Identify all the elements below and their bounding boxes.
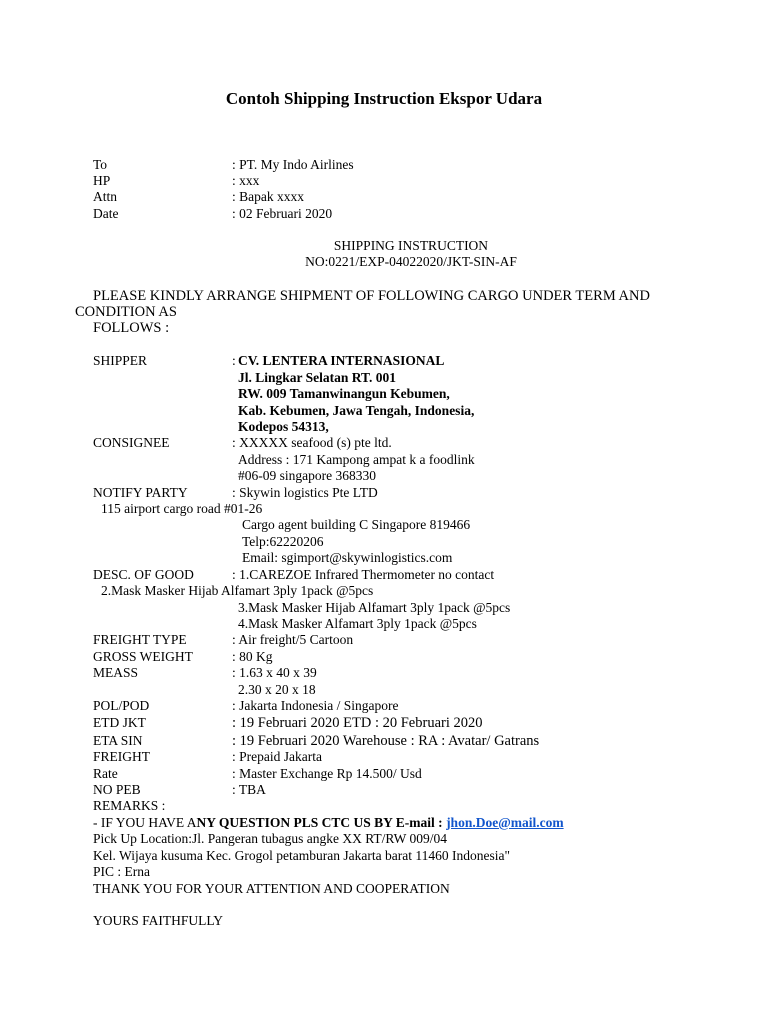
etd-label: ETD JKT bbox=[93, 715, 146, 730]
notify-party-line-5: Email: sgimport@skywinlogistics.com bbox=[242, 550, 453, 565]
notify-party-line-4: Telp:62220206 bbox=[242, 534, 324, 549]
meass-label: MEASS bbox=[93, 665, 139, 680]
freight-type-value: : Air freight/5 Cartoon bbox=[232, 632, 354, 647]
goods-line-1: : 1.CAREZOE Infrared Thermometer no contact bbox=[232, 567, 495, 582]
freight-value: : Prepaid Jakarta bbox=[232, 749, 322, 764]
remarks-question-prefix: - IF YOU HAVE A bbox=[93, 815, 197, 830]
rate-label: Rate bbox=[93, 766, 118, 781]
shipper-line-1: CV. LENTERA INTERNASIONAL bbox=[238, 353, 445, 368]
goods-line-2: 2.Mask Masker Hijab Alfamart 3ply 1pack @5pcs bbox=[101, 583, 374, 598]
document-title: Contoh Shipping Instruction Ekspor Udara bbox=[225, 89, 543, 108]
eta-label: ETA SIN bbox=[93, 733, 143, 748]
to-label: To bbox=[93, 157, 108, 172]
consignee-line-3: #06-09 singapore 368330 bbox=[238, 468, 376, 483]
attn-value: : Bapak xxxx bbox=[232, 189, 304, 204]
hp-label: HP bbox=[93, 173, 111, 188]
intro-line-2: CONDITION AS bbox=[75, 304, 177, 320]
eta-value: : 19 Februari 2020 Warehouse : RA : Avatar/ Gatrans bbox=[232, 733, 540, 749]
remarks-question-bold: NY QUESTION PLS CTC US BY E-mail : bbox=[196, 815, 447, 830]
date-label: Date bbox=[93, 206, 119, 221]
intro-line-3: FOLLOWS : bbox=[93, 320, 170, 336]
date-value: : 02 Februari 2020 bbox=[232, 206, 333, 221]
remarks-label: REMARKS : bbox=[93, 798, 166, 813]
intro-line-1: PLEASE KINDLY ARRANGE SHIPMENT OF FOLLOWING CARGO UNDER TERM AND bbox=[93, 288, 650, 304]
consignee-line-1: : XXXXX seafood (s) pte ltd. bbox=[232, 435, 392, 450]
contact-email-link[interactable]: jhon.Doe@mail.com bbox=[446, 815, 564, 830]
meass-line-2: 2.30 x 20 x 18 bbox=[238, 682, 316, 697]
consignee-label: CONSIGNEE bbox=[93, 435, 170, 450]
freight-type-label: FREIGHT TYPE bbox=[93, 632, 187, 647]
gross-weight-value: : 80 Kg bbox=[232, 649, 273, 664]
consignee-line-2: Address : 171 Kampong ampat k a foodlink bbox=[238, 452, 475, 467]
goods-line-4: 4.Mask Masker Alfamart 3ply 1pack @5pcs bbox=[238, 616, 477, 631]
to-value: : PT. My Indo Airlines bbox=[232, 157, 354, 172]
goods-label: DESC. OF GOOD bbox=[93, 567, 194, 582]
goods-line-3: 3.Mask Masker Hijab Alfamart 3ply 1pack @5pcs bbox=[238, 600, 511, 615]
notify-party-line-3: Cargo agent building C Singapore 819466 bbox=[242, 517, 471, 532]
instruction-number: NO:0221/EXP-04022020/JKT-SIN-AF bbox=[305, 254, 517, 269]
pickup-address: Kel. Wijaya kusuma Kec. Grogol petamburan Jakarta barat 11460 Indonesia" bbox=[93, 848, 510, 863]
freight-label: FREIGHT bbox=[93, 749, 150, 764]
shipper-label: SHIPPER bbox=[93, 353, 148, 368]
pickup-location: Pick Up Location:Jl. Pangeran tubagus angke XX RT/RW 009/04 bbox=[93, 831, 448, 846]
etd-value: : 19 Februari 2020 ETD : 20 Februari 2020 bbox=[232, 715, 483, 731]
meass-line-1: : 1.63 x 40 x 39 bbox=[232, 665, 317, 680]
closing-thanks: THANK YOU FOR YOUR ATTENTION AND COOPERATION bbox=[93, 881, 450, 896]
notify-party-label: NOTIFY PARTY bbox=[93, 485, 188, 500]
gross-weight-label: GROSS WEIGHT bbox=[93, 649, 193, 664]
notify-party-line-2: 115 airport cargo road #01-26 bbox=[101, 501, 263, 516]
shipper-colon: : bbox=[232, 353, 236, 368]
shipper-line-3: RW. 009 Tamanwinangun Kebumen, bbox=[238, 386, 450, 401]
shipper-line-2: Jl. Lingkar Selatan RT. 001 bbox=[238, 370, 397, 385]
pol-pod-value: : Jakarta Indonesia / Singapore bbox=[232, 698, 399, 713]
instruction-heading: SHIPPING INSTRUCTION bbox=[333, 238, 489, 253]
hp-value: : xxx bbox=[232, 173, 260, 188]
shipper-line-4: Kab. Kebumen, Jawa Tengah, Indonesia, bbox=[238, 403, 475, 418]
pic-line: PIC : Erna bbox=[93, 864, 150, 879]
attn-label: Attn bbox=[93, 189, 118, 204]
closing-sign-off: YOURS FAITHFULLY bbox=[93, 913, 224, 928]
shipper-line-5: Kodepos 54313, bbox=[238, 419, 329, 434]
rate-value: : Master Exchange Rp 14.500/ Usd bbox=[232, 766, 422, 781]
no-peb-label: NO PEB bbox=[93, 782, 141, 797]
remarks-question-line bbox=[93, 815, 564, 831]
pol-pod-label: POL/POD bbox=[93, 698, 150, 713]
no-peb-value: : TBA bbox=[232, 782, 266, 797]
notify-party-line-1: : Skywin logistics Pte LTD bbox=[232, 485, 378, 500]
